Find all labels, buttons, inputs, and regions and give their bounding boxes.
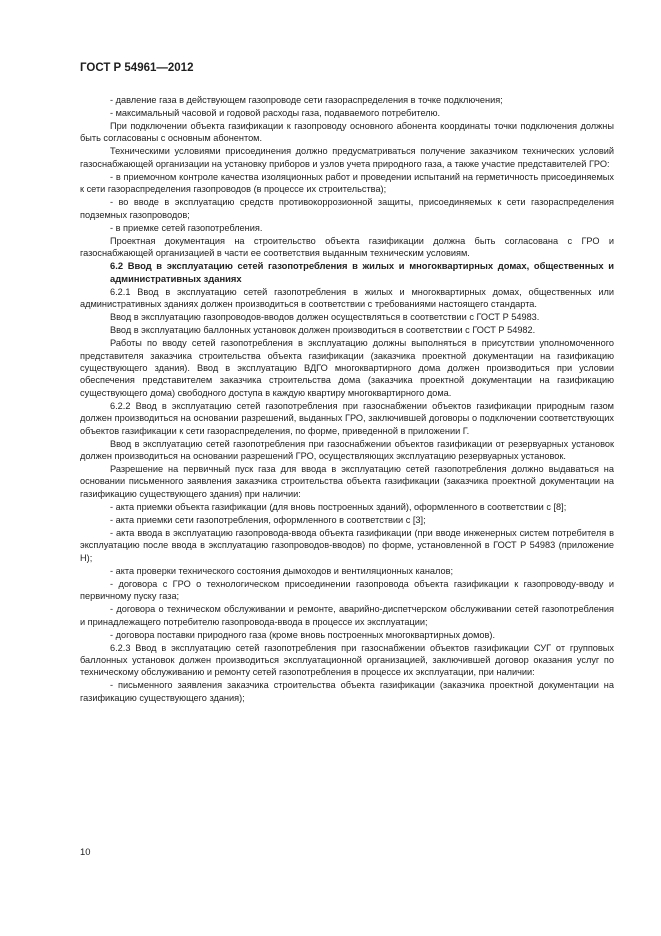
paragraph: Ввод в эксплуатацию баллонных установок должен производиться в соответствии с ГОСТ Р 54982. [110,325,536,336]
paragraph: - письменного заявления заказчика строительства объекта газификации (заказчика проектной документации на газификацию существующего здания); [80,680,614,703]
paragraph: - в приемке сетей газопотребления. [110,222,263,233]
document-page [80,62,614,705]
paragraph: Ввод в эксплуатацию сетей газопотребления при газоснабжении объектов газификации от резервуарных установок должен производиться на основании разрешений ГРО, осуществляющих эксплуатацию резервуарных установок. [80,438,614,462]
paragraph: Разрешение на первичный пуск газа для ввода в эксплуатацию сетей газопотребления должно выдаваться на основании письменного заявления заказчика строительства объекта газификации (заказчика проектной документации на газификацию существующего здания) при наличии: [80,464,614,499]
paragraph: Работы по вводу сетей газопотребления в эксплуатацию должны выполняться в присутствии уполномоченного представителя заказчика строительства объекта газификации (заказчика проектной документации на газификацию существующего здания). Ввод в эксплуатацию ВДГО многоквартирного дома должен производиться при условии обеспечения представителем заказчика строительства дома (заказчика проектной документации на газификацию существующего дома) свободного доступа в каждую квартиру многоквартирного дома. [80,338,614,398]
page-number: 10 [80,846,91,857]
paragraph: - акта приемки сети газопотребления, оформленного в соответствии с [3]; [110,514,426,525]
paragraph: Ввод в эксплуатацию газопроводов-вводов должен осуществляться в соответствии с ГОСТ Р 54983. [110,312,540,323]
paragraph: - максимальный часовой и годовой расходы газа, подаваемого потребителю. [110,108,441,118]
paragraph: - договора поставки природного газа (кроме вновь построенных многоквартирных домов). [110,629,496,640]
paragraph: - акта ввода в эксплуатацию газопровода-ввода объекта газификации (при вводе инженерных систем потребителя в эксплуатацию после ввода в эксплуатацию газопроводов-вводов) по форме, установленной в ГОСТ Р 54983 (приложение Н); [80,527,614,563]
paragraph: - во вводе в эксплуатацию средств противокоррозионной защиты, присоединяемых к сети газораспределения подземных газопроводов; [80,197,614,220]
paragraph: 6.2.1 Ввод в эксплуатацию сетей газопотребления в жилых и многоквартирных домах, общественных или административных зданиях должен производиться в соответствии с требованиями настоящего стандарта. [80,286,614,310]
document-header: ГОСТ Р 54961—2012 [80,62,194,74]
paragraph: Проектная документация на строительство объекта газификации должна быть согласована с ГРО и газоснабжающей организацией в части ее соответствия выданным техническим условиям. [80,235,614,259]
paragraph: - в приемочном контроле качества изоляционных работ и проведении испытаний на герметичность присоединяемых к сети газораспределения газопроводов (в процессе их строительства); [80,171,614,195]
paragraph: - договора с ГРО о технологическом присоединении газопровода объекта газификации к газопроводу-вводу и первичному пуску газа; [80,578,614,602]
paragraph: При подключении объекта газификации к газопроводу основного абонента координаты точки подключения должны быть согласованы с основным абонентом. [80,121,614,144]
paragraph: 6.2.2 Ввод в эксплуатацию сетей газопотребления при газоснабжении объектов газификации природным газом должен производиться на основании разрешений, выданных ГРО, заключившей договоры о подключении соответствующих объектов газификации к сети газораспределения, по форме, приведенной в приложении Г. [80,400,614,436]
section-heading: 6.2 Ввод в эксплуатацию сетей газопотребления в жилых и многоквартирных домах, общественных и административных зданиях [110,260,614,284]
paragraph: 6.2.3 Ввод в эксплуатацию сетей газопотребления при газоснабжении объектов газификации СУГ от групповых баллонных установок должен производиться эксплуатационной организацией, заключившей договор оказания услуг по техническому обслуживанию и ремонту сетей газопотребления в процессе их эксплуатации, при наличии: [80,642,614,678]
paragraph: - акта проверки технического состояния дымоходов и вентиляционных каналов; [110,565,454,576]
paragraph: - акта приемки объекта газификации (для вновь построенных зданий), оформленного в соответствии с [8]; [110,501,567,512]
paragraph: - давление газа в действующем газопроводе сети газораспределения в точке подключения; [110,95,503,105]
paragraph: Техническими условиями присоединения должно предусматриваться получение заказчиком технических условий газоснабжающей организации на установку приборов и узлов учета природного газа, а также участие представителей ГРО: [80,146,614,169]
paragraph: - договора о техническом обслуживании и ремонте, аварийно-диспетчерском обслуживании сетей газопотребления и принадлежащего потребителю газопровода-ввода в процессе их эксплуатации; [80,604,614,627]
